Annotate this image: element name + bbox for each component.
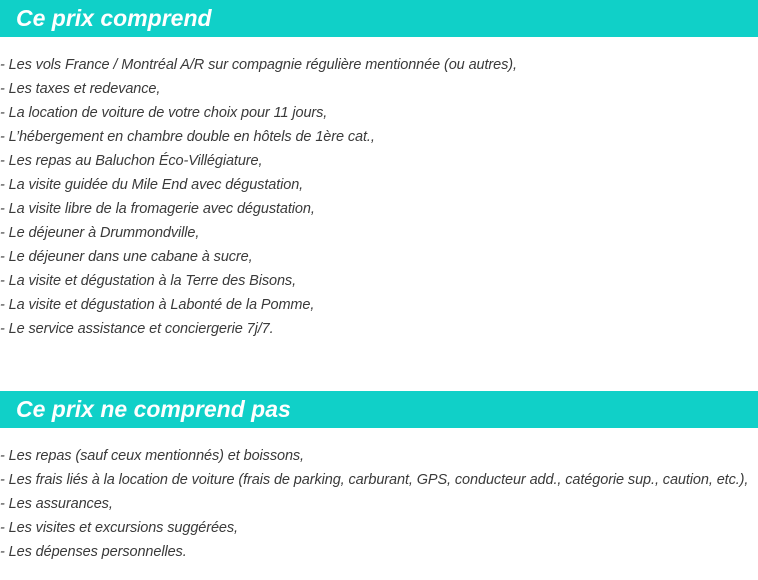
list-item: - Les vols France / Montréal A/R sur compagnie régulière mentionnée (ou autres), [0,57,517,73]
excludes-section-title: Ce prix ne comprend pas [0,391,758,428]
list-item: - Le service assistance et conciergerie 7j/7. [0,321,274,337]
list-item: - Les taxes et redevance, [0,81,161,97]
list-item: - Les frais liés à la location de voiture (frais de parking, carburant, GPS, conducteur add., catégorie sup., caution, etc.), [0,472,749,488]
list-item: - Les assurances, [0,496,113,512]
includes-list [0,53,517,341]
list-item: - Les repas (sauf ceux mentionnés) et boissons, [0,448,304,464]
list-item: - L’hébergement en chambre double en hôtels de 1ère cat., [0,129,375,145]
list-item: - Le déjeuner à Drummondville, [0,225,200,241]
list-item: - Les repas au Baluchon Éco-Villégiature, [0,153,263,169]
list-item: - Le déjeuner dans une cabane à sucre, [0,249,253,265]
list-item: - Les dépenses personnelles. [0,544,187,560]
list-item: - La visite et dégustation à la Terre des Bisons, [0,273,297,289]
list-item: - La visite libre de la fromagerie avec dégustation, [0,201,315,217]
list-item: - La visite et dégustation à Labonté de la Pomme, [0,297,315,313]
includes-section-title: Ce prix comprend [0,0,758,37]
list-item: - Les visites et excursions suggérées, [0,520,238,536]
excludes-list [0,444,748,564]
list-item: - La visite guidée du Mile End avec dégustation, [0,177,304,193]
list-item: - La location de voiture de votre choix pour 11 jours, [0,105,328,121]
